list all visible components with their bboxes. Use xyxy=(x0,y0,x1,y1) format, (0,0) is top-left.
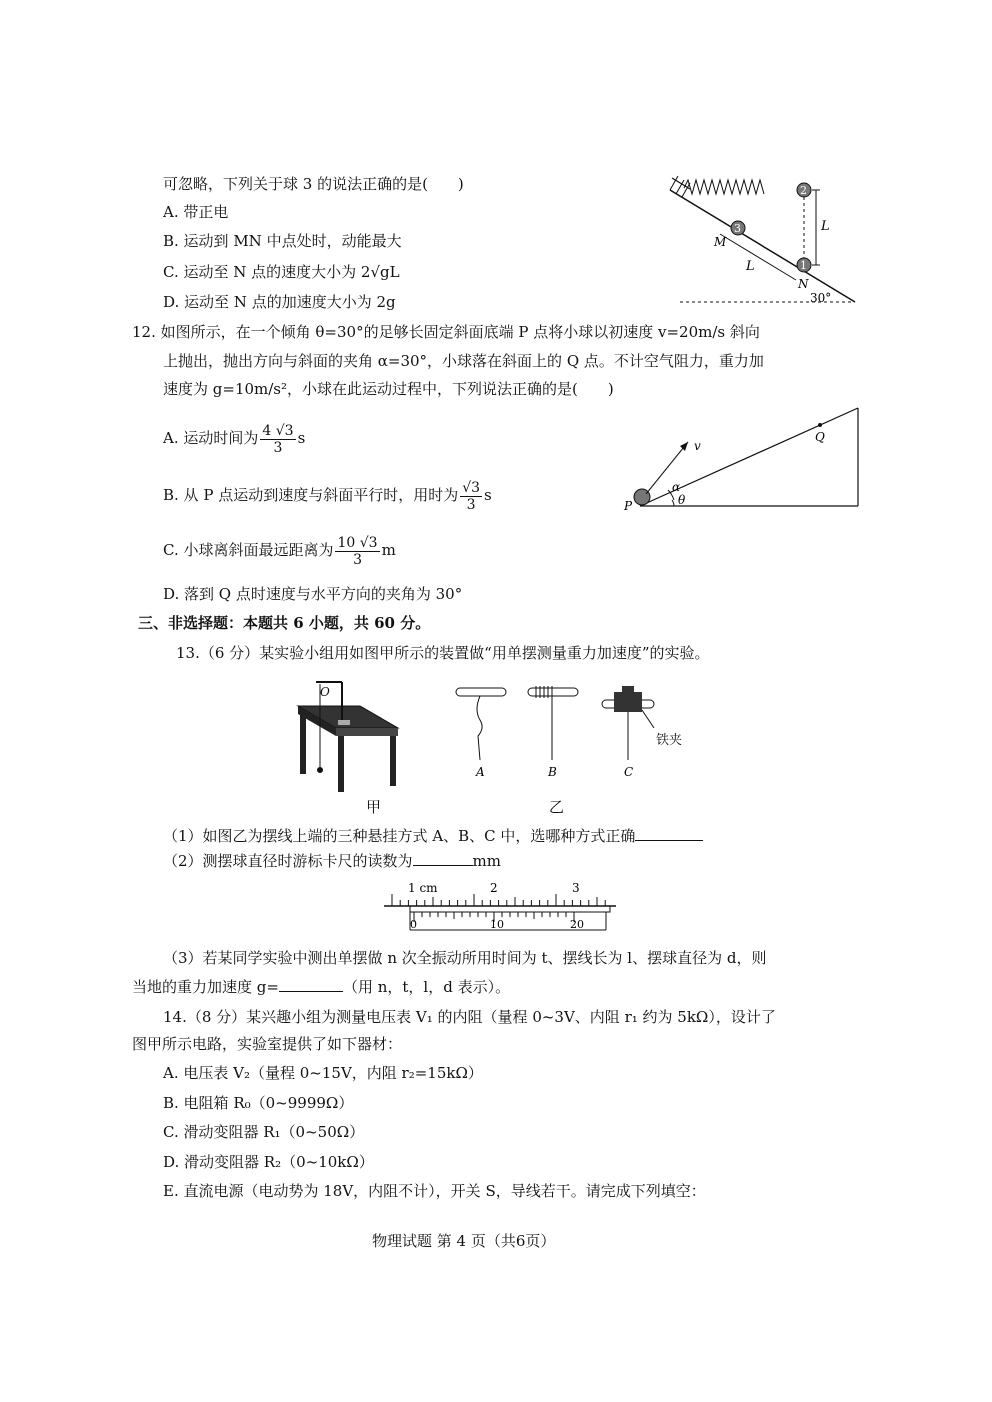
svg-text:30°: 30° xyxy=(810,291,832,305)
q13-sub3-line2: 当地的重力加速度 g= （用 n，t，l，d 表示）。 xyxy=(132,978,511,996)
svg-text:1: 1 xyxy=(800,259,807,272)
q12-stem-line3: 速度为 g=10m/s²，小球在此运动过程中，下列说法正确的是( ) xyxy=(163,380,614,398)
q13-sub3-line1: （3）若某同学实验中测出单摆做 n 次全振动所用时间为 t、摆线长为 l、摆球直径为 d，则 xyxy=(163,949,767,967)
svg-text:3: 3 xyxy=(572,881,580,895)
svg-text:L: L xyxy=(746,259,755,274)
spring xyxy=(684,180,764,194)
q14-stem-line2: 图甲所示电路，实验室提供了如下器材： xyxy=(132,1035,403,1053)
svg-text:θ: θ xyxy=(678,493,686,507)
svg-text:3: 3 xyxy=(734,222,741,235)
svg-text:Q: Q xyxy=(815,430,825,444)
svg-text:P: P xyxy=(624,499,633,513)
q12-option-a: A. 运动时间为 $\frac{4 √3}{3}$ s xyxy=(163,422,306,456)
svg-text:L: L xyxy=(821,219,830,234)
svg-text:C: C xyxy=(624,765,634,779)
q13-sub2: （2）测摆球直径时游标卡尺的读数为 mm xyxy=(163,852,501,870)
svg-text:A: A xyxy=(476,765,485,779)
q13-figure-jia xyxy=(298,680,408,810)
q11-option-b: B. 运动到 MN 中点处时，动能最大 xyxy=(163,232,402,250)
svg-text:2: 2 xyxy=(800,184,807,197)
q14-item-a: A. 电压表 V₂（量程 0~15V，内阻 r₂=15kΩ） xyxy=(163,1064,483,1082)
q13-sub2-blank xyxy=(413,865,473,866)
page-footer: 物理试题 第 4 页（共6页） xyxy=(372,1232,556,1250)
q12-figure xyxy=(618,402,868,517)
svg-text:2: 2 xyxy=(490,881,498,895)
svg-text:O: O xyxy=(320,685,330,699)
q11-option-d: D. 运动至 N 点的加速度大小为 2g xyxy=(163,293,396,311)
q13-caliper xyxy=(380,878,620,940)
svg-text:N: N xyxy=(798,277,809,291)
svg-text:20: 20 xyxy=(570,918,584,931)
q14-item-d: D. 滑动变阻器 R₂（0~10kΩ） xyxy=(163,1153,374,1171)
q13-stem: 13.（6 分）某实验小组用如图甲所示的装置做“用单摆测量重力加速度”的实验。 xyxy=(176,644,710,662)
q11-option-a: A. 带正电 xyxy=(163,203,229,221)
q13-sub1: （1）如图乙为摆线上端的三种悬挂方式 A、B、C 中，选哪种方式正确 xyxy=(163,826,703,846)
section-3-heading: 三、非选择题：本题共 6 小题，共 60 分。 xyxy=(138,614,431,632)
q13-label-jia: 甲 xyxy=(366,798,382,816)
q13-label-clamp: 铁夹 xyxy=(656,733,683,748)
q13-label-yi: 乙 xyxy=(549,798,565,816)
q14-item-c: C. 滑动变阻器 R₁（0~50Ω） xyxy=(163,1123,365,1141)
q12-option-b: B. 从 P 点运动到速度与斜面平行时，用时为 $\frac{√3}{3}$ s xyxy=(163,479,492,513)
svg-text:10: 10 xyxy=(490,918,504,931)
q14-item-b: B. 电阻箱 R₀（0~9999Ω） xyxy=(163,1094,354,1112)
q12-option-c: C. 小球离斜面最远距离为 $\frac{10 √3}{3}$ m xyxy=(163,534,396,568)
q12-stem-line2: 上抛出，抛出方向与斜面的夹角 α=30°，小球落在斜面上的 Q 点。不计空气阻力，重力加 xyxy=(163,352,764,370)
svg-text:0: 0 xyxy=(410,918,417,931)
svg-text:α: α xyxy=(672,480,681,494)
q14-stem-line1: 14.（8 分）某兴趣小组为测量电压表 V₁ 的内阻（量程 0~3V、内阻 r₁ 约为 5kΩ），设计了 xyxy=(163,1008,776,1026)
q11-option-c: C. 运动至 N 点的速度大小为 2√gL xyxy=(163,263,400,281)
svg-text:B: B xyxy=(548,765,557,779)
q11-figure xyxy=(650,170,870,310)
q12-option-d: D. 落到 Q 点时速度与水平方向的夹角为 30° xyxy=(163,585,463,603)
svg-text:1 cm: 1 cm xyxy=(408,881,438,895)
svg-text:v: v xyxy=(694,439,701,453)
q12-stem-line1: 12. 如图所示，在一个倾角 θ=30°的足够长固定斜面底端 P 点将小球以初速度 v=20m/s 斜向 xyxy=(132,323,760,341)
q13-sub1-blank xyxy=(635,840,703,841)
q13-sub3-blank xyxy=(279,991,343,992)
q11-stem-tail: 可忽略，下列关于球 3 的说法正确的是( ) xyxy=(163,175,464,193)
q14-item-e: E. 直流电源（电动势为 18V，内阻不计），开关 S，导线若干。请完成下列填空： xyxy=(163,1182,706,1200)
svg-text:M: M xyxy=(714,235,727,249)
